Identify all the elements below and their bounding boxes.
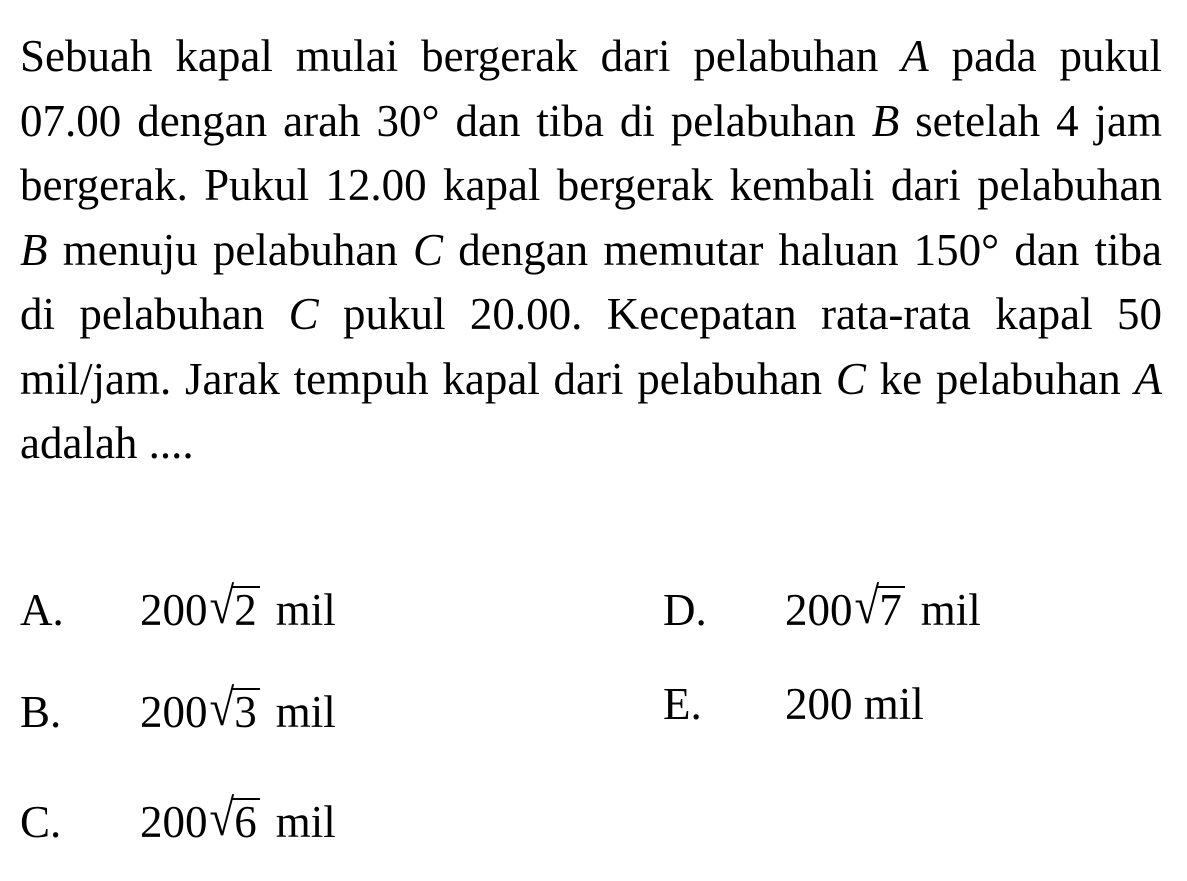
option-value: [140, 576, 336, 640]
point-c-label: C: [413, 224, 444, 275]
unit: mil: [275, 585, 336, 635]
radicand: 3: [232, 688, 260, 734]
radicand: 7: [877, 586, 905, 632]
question-part: adalah ....: [20, 418, 194, 468]
point-c-label: C: [835, 353, 866, 404]
question-part: setelah 4 jam bergerak. Pukul 12.00 kapal bergerak kembali dari pelabuhan: [20, 95, 1163, 210]
option-e[interactable]: [663, 674, 924, 734]
option-value: 200 mil: [785, 679, 924, 729]
radical-sign: √: [209, 788, 235, 847]
radical-sign: √: [209, 576, 235, 635]
unit: mil: [920, 585, 981, 635]
coefficient: 200: [785, 585, 853, 635]
unit: mil: [275, 797, 336, 847]
coefficient: 200: [140, 687, 208, 737]
point-a-label: A: [901, 31, 929, 81]
option-letter: C.: [20, 797, 62, 847]
option-value: [140, 788, 336, 852]
question-part: Sebuah kapal mulai bergerak dari pelabuhan: [20, 31, 902, 81]
radical-sign: √: [209, 678, 235, 737]
square-root: [209, 788, 260, 852]
option-d[interactable]: [663, 576, 981, 640]
question-text: [20, 24, 1162, 476]
option-b[interactable]: [20, 678, 336, 742]
question-part: menuju pelabuhan: [47, 224, 413, 275]
square-root: [209, 576, 260, 640]
option-a[interactable]: [20, 576, 336, 640]
option-value: [785, 576, 981, 640]
option-letter: A.: [20, 585, 64, 635]
option-letter: B.: [20, 687, 62, 737]
point-c-label: C: [288, 289, 319, 339]
point-b-label: B: [20, 224, 48, 275]
option-letter: D.: [663, 585, 707, 635]
point-a-label: A: [1134, 353, 1162, 404]
coefficient: 200: [140, 797, 208, 847]
point-b-label: B: [871, 95, 900, 146]
radical-sign: √: [854, 576, 880, 635]
radicand: 6: [232, 798, 260, 844]
coefficient: 200: [140, 585, 208, 635]
unit: mil: [275, 687, 336, 737]
option-letter: E.: [663, 679, 702, 729]
question-part: dengan memutar haluan 150° dan tiba di pelabuhan: [20, 224, 1162, 339]
question-part: pukul 20.00. Kecepatan rata-rata kapal 50 mil/jam. Jarak tempuh kapal dari pelabuhan: [20, 289, 1162, 404]
question-part: ke pelabuhan: [865, 353, 1135, 404]
option-value: [140, 678, 336, 742]
square-root: [854, 576, 905, 640]
option-c[interactable]: [20, 788, 336, 852]
radicand: 2: [232, 586, 260, 632]
square-root: [209, 678, 260, 742]
question-part: pada pukul 07.00 dengan arah 30° dan tiba di pelabuhan: [20, 31, 1162, 146]
